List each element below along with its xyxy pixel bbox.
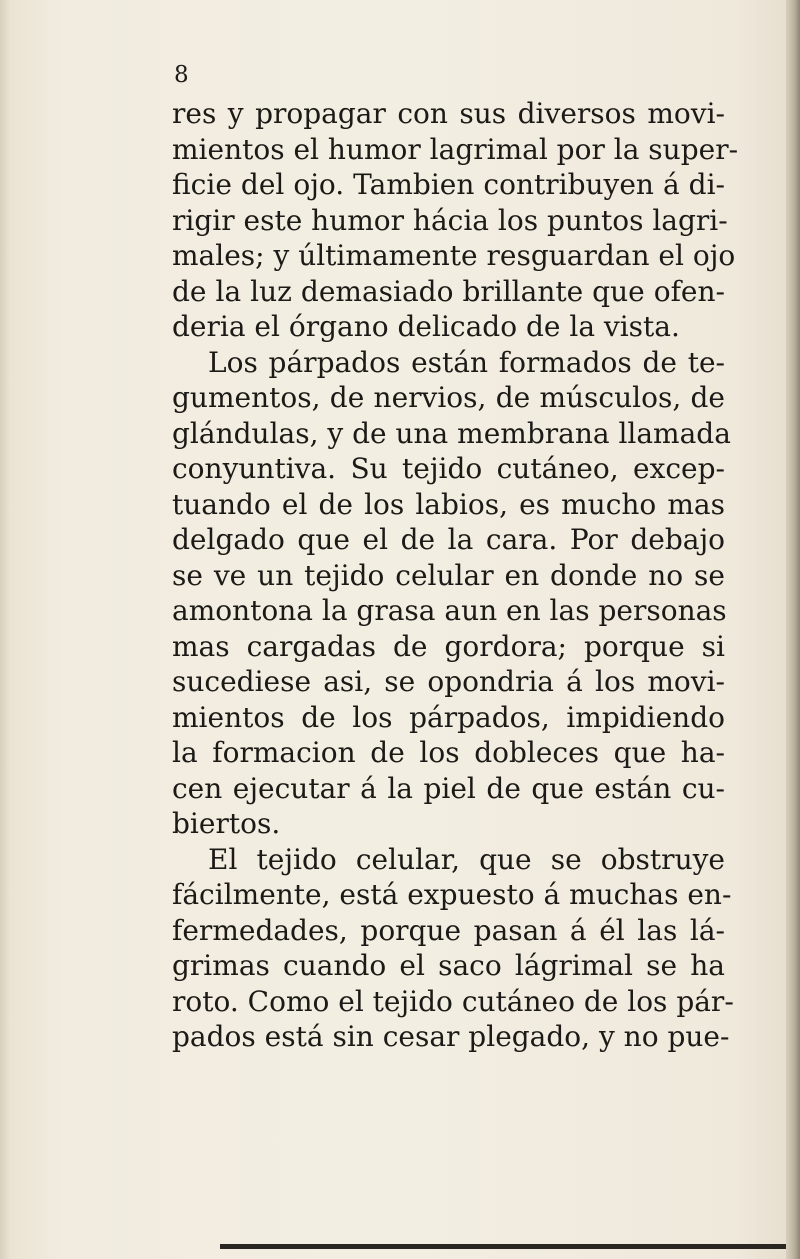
text-line: males; y últimamente resguardan el ojo <box>172 239 736 272</box>
text-line: la formacion de los dobleces que ha- <box>172 736 725 769</box>
text-line: fermedades, porque pasan á él las lá- <box>172 913 725 947</box>
page-number: 8 <box>174 62 189 88</box>
text-line: delgado que el de la cara. Por debajo <box>172 523 725 556</box>
text-line: gumentos, de nervios, de músculos, de <box>172 381 725 414</box>
text-line: mas cargadas de gordora; porque si <box>172 629 725 663</box>
text-line: tuando el de los labios, es mucho mas <box>172 487 725 521</box>
text-line: rigir este humor hácia los puntos lagri- <box>172 203 728 237</box>
text-line: ficie del ojo. Tambien contribuyen á di- <box>172 168 725 201</box>
body-text <box>172 96 739 1055</box>
text-line: grimas cuando el saco lágrimal se ha <box>172 949 725 982</box>
text-line: glándulas, y de una membrana llamada <box>172 416 731 450</box>
text-line: fácilmente, está expuesto á muchas en- <box>172 878 732 911</box>
text-line: mientos el humor lagrimal por la super- <box>172 132 739 166</box>
page-gutter-shadow <box>0 0 10 1259</box>
text-line: roto. Como el tejido cutáneo de los pár- <box>172 984 734 1018</box>
text-line: mientos de los párpados, impidiendo <box>172 700 725 734</box>
text-line: se ve un tejido celular en donde no se <box>172 558 725 592</box>
text-line: res y propagar con sus diversos movi- <box>172 97 725 130</box>
paragraph-start-line: Los párpados están formados de te- <box>208 345 725 379</box>
paragraph-end-line: biertos. <box>172 807 281 840</box>
paragraph-end-line: deria el órgano delicado de la vista. <box>172 310 680 343</box>
text-line: pados está sin cesar plegado, y no pue- <box>172 1020 730 1053</box>
text-line: sucediese asi, se opondria á los movi- <box>172 665 725 698</box>
text-line: cen ejecutar á la piel de que están cu- <box>172 771 725 805</box>
text-line: amontona la grasa aun en las personas <box>172 594 727 627</box>
text-line: de la luz demasiado brillante que ofen- <box>172 274 725 308</box>
page-edge <box>786 0 800 1259</box>
text-line: conyuntiva. Su tejido cutáneo, excep- <box>172 452 725 485</box>
paragraph-start-line: El tejido celular, que se obstruye <box>208 842 725 876</box>
bottom-rule <box>220 1244 786 1249</box>
